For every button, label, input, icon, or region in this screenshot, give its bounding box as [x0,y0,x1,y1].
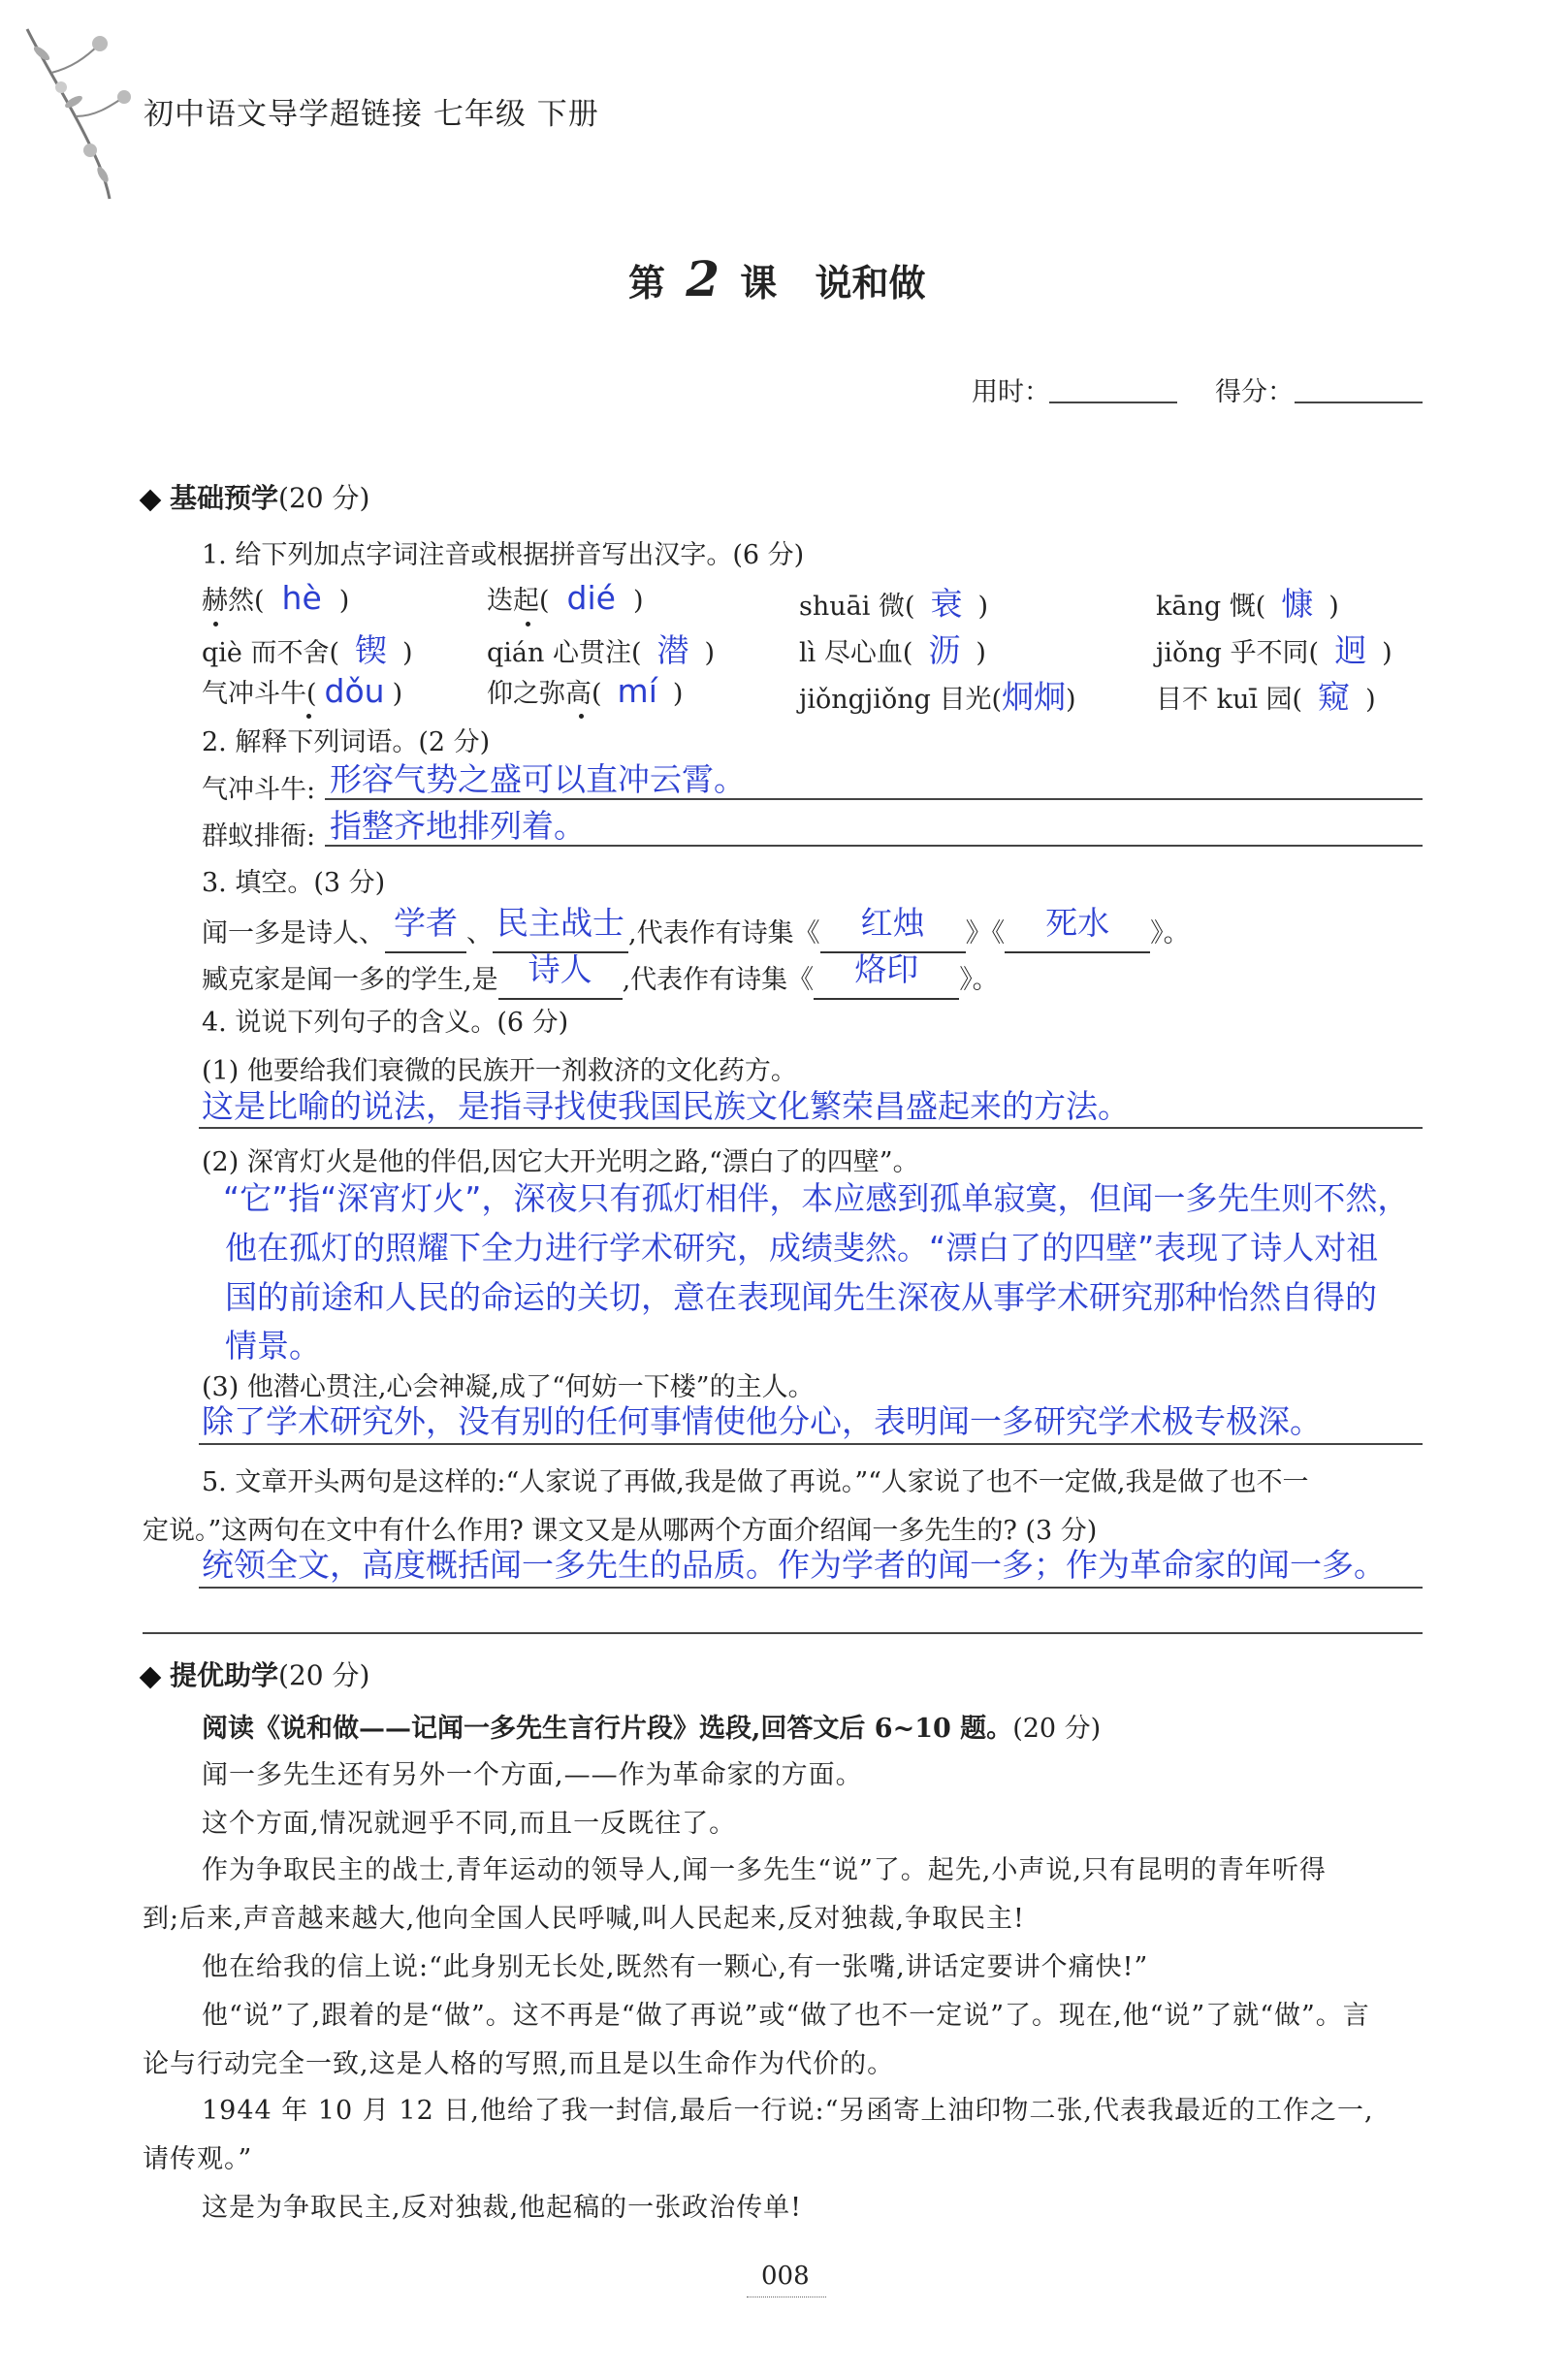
q4-answer2-line: 情景。 [225,1327,321,1365]
q4-answer2-line: 他在孤灯的照耀下全力进行学术研究，成绩斐然。“漂白了的四壁”表现了诗人对祖 [225,1229,1379,1267]
q1-item: kāng 慨( 慷 ) [1156,585,1339,623]
answer-line [143,1632,1423,1634]
q4-answer2-line: 国的前途和人民的命运的关切，意在表现闻先生深夜从事学术研究那种怡然自得的 [225,1278,1377,1316]
lesson-title: 第 2 课 说和做 [628,250,926,307]
passage-paragraph: 闻一多先生还有另外一个方面,——作为革命家的方面。 [202,1760,863,1790]
q1-item: 仰之弥高( mí ) [487,672,684,710]
time-blank[interactable] [1049,402,1177,403]
q3-prompt: 3. 填空。(3 分) [202,868,386,898]
passage-paragraph: 这是为争取民主,反对独裁,他起稿的一张政治传单! [202,2193,803,2223]
time-label: 用时： [972,377,1050,407]
emphasis-dot [526,622,530,626]
q1-item: 迭起( dié ) [487,579,644,617]
q5-prompt-line: 定说。”这两句在文中有什么作用? 课文又是从哪两个方面介绍闻一多先生的? (3 分) [143,1516,1098,1546]
emphasis-dot [579,714,584,719]
passage-paragraph: 作为争取民主的战士,青年运动的领导人,闻一多先生“说”了。起先,小声说,只有昆明的青年听得 [202,1855,1327,1885]
passage-paragraph: 1944 年 10 月 12 日,他给了我一封信,最后一行说:“另函寄上油印物二张,代表我最近的工作之一, [202,2096,1374,2126]
score-label: 得分： [1215,377,1294,407]
q4-answer1: 这是比喻的说法，是指寻找使我国民族文化繁荣昌盛起来的方法。 [202,1087,1130,1125]
diamond-bullet-icon [140,1666,162,1688]
section-basic-heading: 基础预学(20 分) [143,477,369,516]
q4-prompt: 4. 说说下列句子的含义。(6 分) [202,1008,569,1038]
q2-prompt: 2. 解释下列词语。(2 分) [202,727,491,757]
q3-line1: 闻一多是诗人、 学者 、 民主战士 ,代表作有诗集《 红烛 》《 死水 》。 [202,906,1190,953]
q1-item: shuāi 微( 衰 ) [799,585,989,623]
q2-answer1: 形容气势之盛可以直冲云霄。 [330,760,746,798]
section-advanced-heading: 提优助学(20 分) [143,1654,369,1693]
q4-answer2-line: “它”指“深宵灯火”，深夜只有孤灯相伴，本应感到孤单寂寞，但闻一多先生则不然， [223,1179,1410,1217]
q1-item: lì 尽心血( 沥 ) [799,631,986,669]
answer-line [325,845,1423,847]
q3-line2: 臧克家是闻一多的学生,是 诗人 ,代表作有诗集《 烙印 》。 [202,952,999,1000]
q2-term2: 群蚁排衙: [202,821,316,851]
answer-line [199,1127,1423,1129]
passage-paragraph: 他“说”了,跟着的是“做”。这不再是“做了再说”或“做了也不一定说”了。现在,他“说”了就“做”。言 [202,2001,1370,2031]
passage-paragraph: 请传观。” [143,2144,253,2174]
answer-line [199,1587,1423,1589]
score-blank[interactable] [1295,402,1423,403]
q4-sentence2: (2) 深宵灯火是他的伴侣,因它大开光明之路,“漂白了的四壁”。 [202,1147,919,1177]
corner-branch-illustration [17,19,134,204]
q4-answer3: 除了学术研究外，没有别的任何事情使他分心，表明闻一多研究学术极专极深。 [202,1402,1322,1440]
answer-line [325,798,1423,800]
q4-sentence1: (1) 他要给我们衰微的民族开一剂救济的文化药方。 [202,1056,797,1086]
emphasis-dot [306,714,311,719]
q1-item: qiè 而不舍( 锲 ) [202,631,413,669]
page-number: 008 [761,2262,810,2291]
lesson-number: 2 [686,250,720,307]
q1-item: qián 心贯注( 潜 ) [487,631,716,669]
passage-paragraph: 论与行动完全一致,这是人格的写照,而且是以生命作为代价的。 [143,2049,895,2079]
passage-paragraph: 这个方面,情况就迥乎不同,而且一反既往了。 [202,1809,737,1839]
q2-answer2: 指整齐地排列着。 [330,807,586,845]
passage-paragraph: 他在给我的信上说:“此身别无长处,既然有一颗心,有一张嘴,讲话定要讲个痛快!” [202,1952,1149,1982]
q1-item: 目不 kuī 园( 窥 ) [1156,678,1376,716]
reading-intro: 阅读《说和做——记闻一多先生言行片段》选段,回答文后 6~10 题。(20 分) [202,1714,1102,1744]
q1-prompt: 1. 给下列加点字词注音或根据拼音写出汉字。(6 分) [202,540,805,570]
passage-paragraph: 到;后来,声音越来越大,他向全国人民呼喊,叫人民起来,反对独裁,争取民主! [143,1904,1025,1934]
q4-sentence3: (3) 他潜心贯注,心会神凝,成了“何妨一下楼”的主人。 [202,1372,815,1402]
q1-item: 气冲斗牛( dǒu ) [202,672,403,710]
book-header: 初中语文导学超链接 七年级 下册 [144,97,599,132]
q1-item: jiǒng 乎不同( 迥 ) [1156,631,1392,669]
diamond-bullet-icon [140,489,162,511]
q1-item: 赫然( hè ) [202,579,350,617]
q1-item: jiǒngjiǒng 目光(炯炯) [799,678,1076,716]
q2-term1: 气冲斗牛: [202,775,316,805]
emphasis-dot [213,622,218,626]
q5-answer: 统领全文，高度概括闻一多先生的品质。作为学者的闻一多；作为革命家的闻一多。 [202,1546,1386,1584]
q5-prompt-line: 5. 文章开头两句是这样的:“人家说了再做,我是做了再说。”“人家说了也不一定做,我是做了也不一 [202,1467,1309,1497]
answer-line [199,1443,1423,1445]
